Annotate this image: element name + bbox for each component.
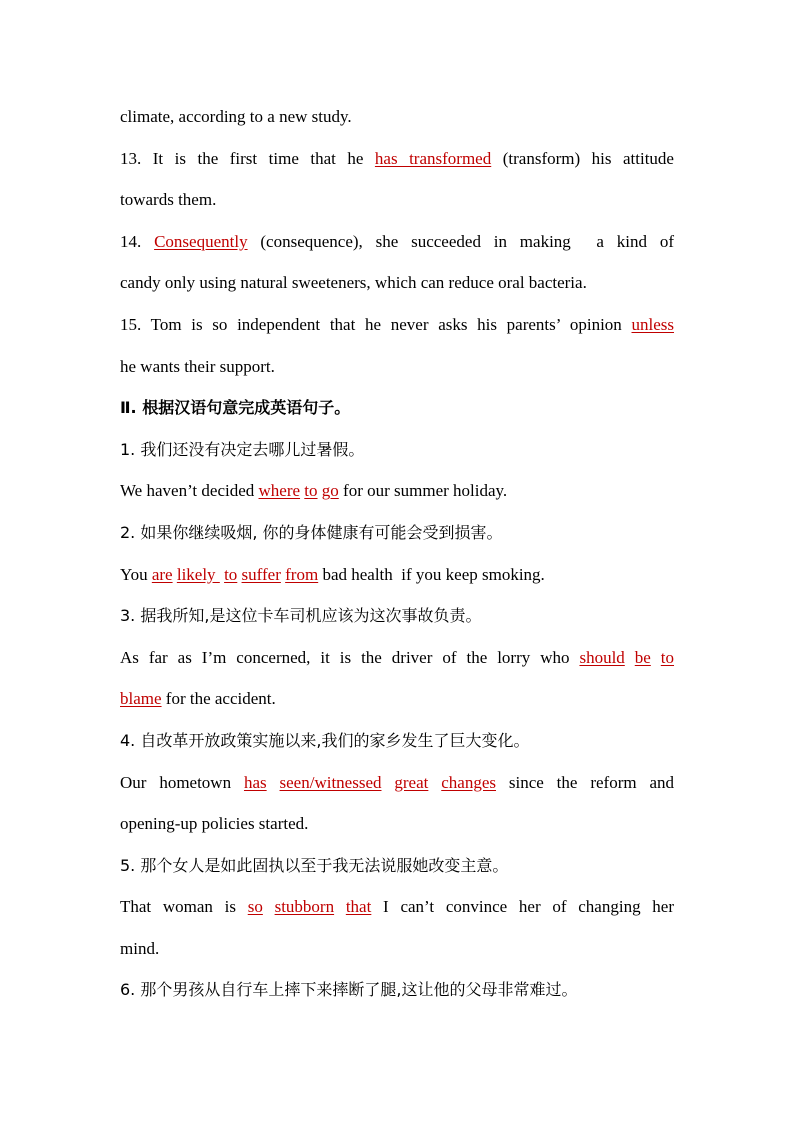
answer-blank: where — [258, 481, 301, 501]
sentence-text: 13. It is the first time that he — [120, 148, 375, 168]
text-line — [120, 96, 674, 138]
question-14-line — [120, 221, 674, 263]
chinese-prompt-4 — [120, 720, 674, 762]
space — [267, 773, 280, 792]
answer-line-4-cont — [120, 803, 674, 845]
section-title: Ⅱ. 根据汉语句意完成英语句子。 — [120, 398, 351, 418]
answer-line-3-cont — [120, 678, 674, 720]
chinese-sentence: 3. 据我所知,是这位卡车司机应该为这次事故负责。 — [120, 606, 482, 626]
answer-blank: stubborn — [274, 897, 335, 917]
sentence-text: 15. Tom is so independent that he never asks his parents’ opinion — [120, 314, 632, 334]
answer-blank: from — [285, 564, 319, 584]
space — [625, 648, 635, 667]
answer-blank: likely — [176, 564, 220, 584]
answer-blank: Consequently — [154, 231, 248, 251]
space — [334, 897, 346, 916]
sentence-text: We haven’t decided — [120, 481, 259, 501]
chinese-prompt-5 — [120, 845, 674, 887]
answer-blank: so — [247, 897, 263, 917]
sentence-text: 14. — [120, 231, 155, 251]
chinese-prompt-2 — [120, 512, 674, 554]
question-13-line — [120, 138, 674, 180]
answer-blank: should — [579, 647, 625, 667]
sentence-text: candy only using natural sweeteners, which can reduce oral bacteria. — [120, 273, 587, 293]
text-line — [120, 262, 674, 304]
answer-blank: are — [151, 564, 173, 584]
chinese-sentence: 2. 如果你继续吸烟, 你的身体健康有可能会受到损害。 — [120, 522, 503, 542]
sentence-text: That woman is — [120, 897, 248, 917]
chinese-prompt-1 — [120, 429, 674, 471]
answer-blank: unless — [631, 314, 674, 334]
space — [263, 897, 275, 916]
space — [382, 773, 395, 792]
answer-line-1 — [120, 470, 674, 512]
sentence-text: You — [120, 564, 152, 584]
text-line — [120, 179, 674, 221]
chinese-sentence: 5. 那个女人是如此固执以至于我无法说服她改变主意。 — [120, 855, 509, 875]
answer-line-3 — [120, 637, 674, 679]
sentence-text: opening-up policies started. — [120, 814, 309, 834]
answer-blank: to — [304, 481, 318, 501]
answer-line-5-cont — [120, 928, 674, 970]
answer-blank: blame — [120, 689, 162, 709]
sentence-text: for the accident. — [161, 689, 276, 709]
answer-blank: to — [224, 564, 238, 584]
sentence-text: Our hometown — [120, 772, 244, 792]
answer-blank: suffer — [241, 564, 281, 584]
chinese-prompt-3 — [120, 595, 674, 637]
answer-blank: seen/witnessed — [279, 772, 382, 792]
answer-blank: changes — [441, 772, 496, 792]
sentence-text: he wants their support. — [120, 356, 275, 376]
sentence-text: (consequence), she succeeded in making a kind of — [247, 231, 674, 251]
question-15-line — [120, 304, 674, 346]
answer-blank: be — [634, 647, 651, 667]
chinese-sentence: 1. 我们还没有决定去哪儿过暑假。 — [120, 439, 365, 459]
chinese-sentence: 6. 那个男孩从自行车上摔下来摔断了腿,这让他的父母非常难过。 — [120, 980, 578, 1000]
document-page — [120, 96, 674, 1011]
answer-blank: has — [243, 772, 267, 792]
sentence-text: mind. — [120, 938, 160, 958]
answer-blank: great — [394, 772, 429, 792]
answer-blank: go — [321, 481, 339, 501]
sentence-text: since the reform and — [496, 772, 674, 792]
sentence-text: I can’t convince her of changing her — [371, 897, 675, 917]
sentence-text: (transform) his attitude — [491, 148, 674, 168]
section-heading — [120, 387, 674, 429]
answer-blank: has transformed — [374, 148, 492, 168]
sentence-text: As far as I’m concerned, it is the driver of the lorry who — [120, 647, 580, 667]
chinese-prompt-6 — [120, 969, 674, 1011]
space — [651, 648, 661, 667]
sentence-text: climate, according to a new study. — [120, 107, 352, 126]
answer-blank: that — [345, 897, 372, 917]
space — [428, 773, 441, 792]
sentence-text: towards them. — [120, 190, 217, 210]
sentence-text: for our summer holiday. — [338, 481, 508, 501]
answer-line-5 — [120, 886, 674, 928]
answer-blank: to — [660, 647, 675, 667]
chinese-sentence: 4. 自改革开放政策实施以来,我们的家乡发生了巨大变化。 — [120, 730, 530, 750]
text-line — [120, 346, 674, 388]
answer-line-4 — [120, 762, 674, 804]
sentence-text: bad health if you keep smoking. — [318, 564, 545, 584]
answer-line-2 — [120, 554, 674, 596]
